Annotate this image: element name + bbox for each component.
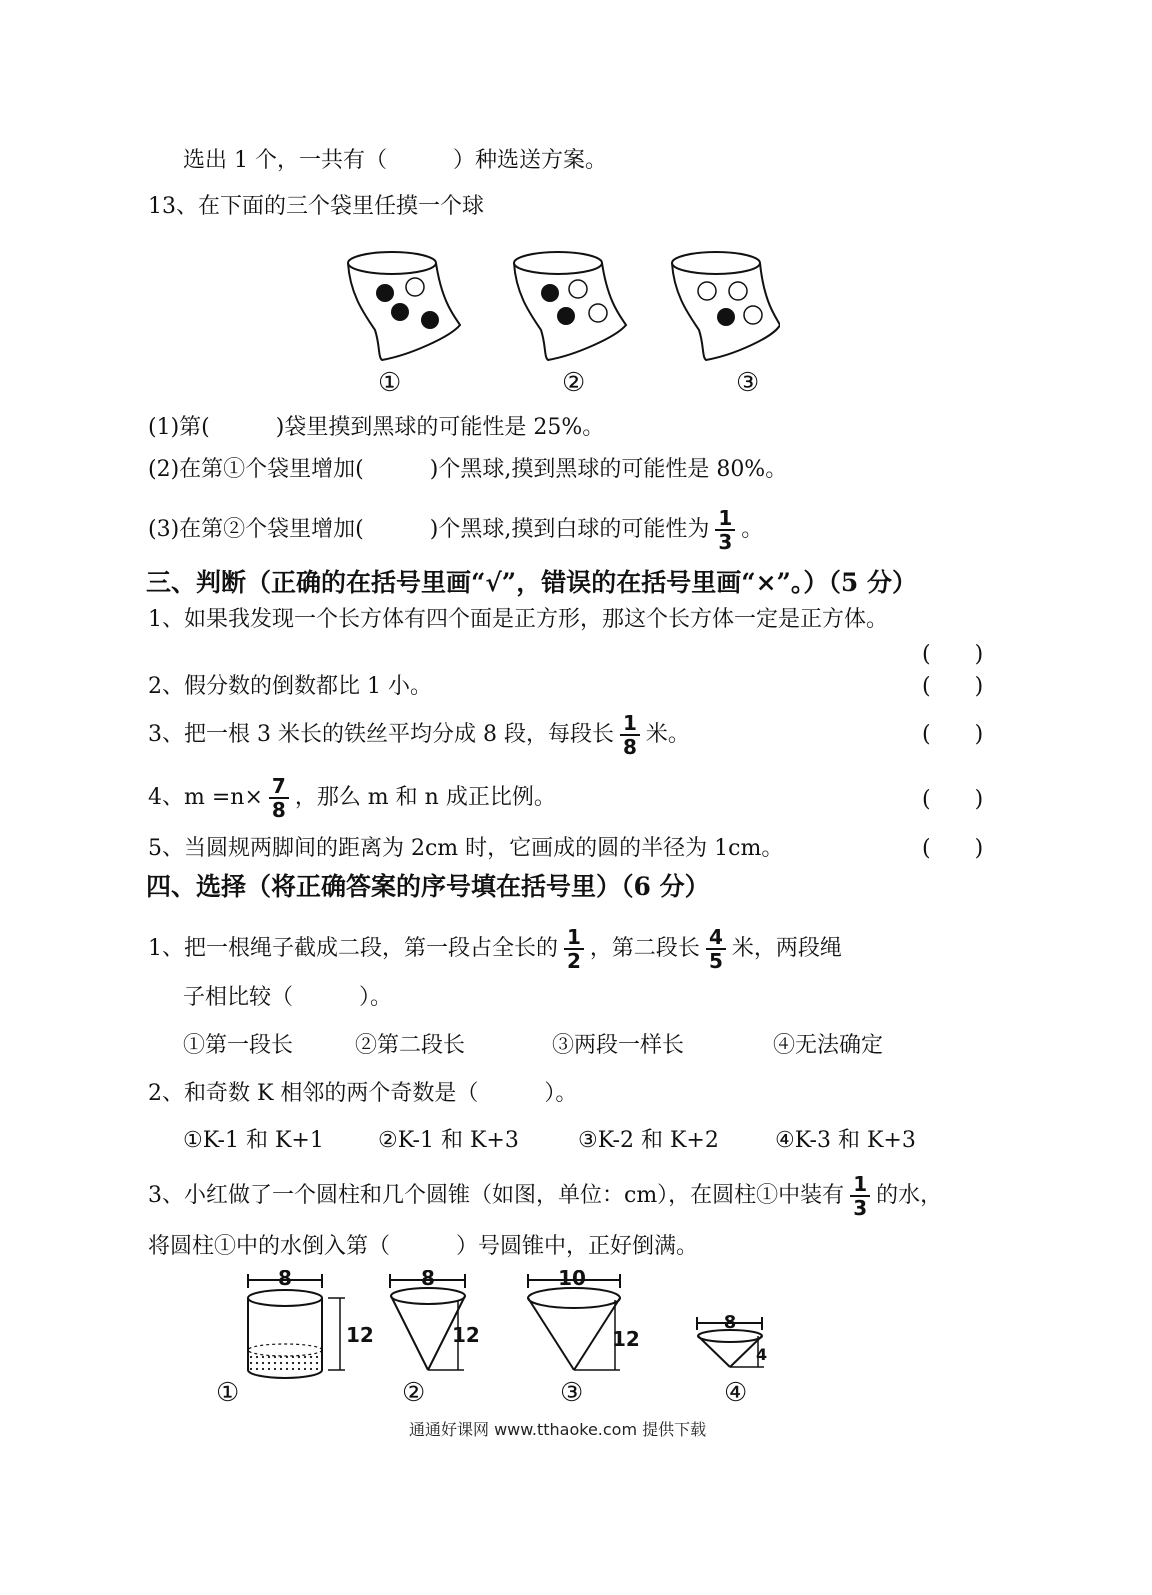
choice-q1-option-1[interactable]: ①第一段长 (183, 1033, 294, 1058)
q13-sub3-text: (3)在第②个袋里增加( )个黑球,摸到白球的可能性为 (148, 517, 710, 542)
fig-label-2: ② (402, 1378, 426, 1408)
bag-label-2: ② (562, 368, 586, 398)
cone-2-height: 12 (452, 1323, 480, 1347)
choice-q1-option-3[interactable]: ③两段一样长 (552, 1033, 685, 1058)
judge-q3-text: 3、把一根 3 米长的铁丝平均分成 8 段，每段长 (148, 722, 614, 747)
cone-4 (697, 1312, 767, 1367)
q13-sub1: (1)第( )袋里摸到黑球的可能性是 25%。 (148, 415, 605, 440)
choice-q2-option-3[interactable]: ③K-2 和 K+2 (578, 1128, 719, 1153)
cone-3-height: 12 (612, 1327, 640, 1351)
fraction-numerator: 4 (706, 926, 726, 950)
judge-q2-answer[interactable]: ( ) (922, 674, 984, 699)
choice-q2-option-2[interactable]: ②K-1 和 K+3 (378, 1128, 519, 1153)
bag-2 (514, 252, 626, 360)
choice-q3-text: 3、小红做了一个圆柱和几个圆锥（如图，单位：cm），在圆柱①中装有 (148, 1183, 845, 1208)
judge-q2: 2、假分数的倒数都比 1 小。 (148, 674, 432, 699)
judge-q1: 1、如果我发现一个长方体有四个面是正方形，那这个长方体一定是正方体。 (148, 607, 888, 632)
choice-q1-text-b: ，第二段长 (589, 936, 700, 961)
fig-label-4: ④ (724, 1378, 748, 1408)
fraction-denominator: 8 (271, 798, 286, 822)
q13-sub2: (2)在第①个袋里增加( )个黑球,摸到黑球的可能性是 80%。 (148, 457, 788, 482)
fraction-numerator: 1 (715, 507, 735, 531)
choice-q2-option-4[interactable]: ④K-3 和 K+3 (775, 1128, 916, 1153)
choice-q1-fraction-2 (706, 926, 726, 972)
cylinder-1-height: 12 (346, 1323, 374, 1347)
page-footer: 通通好课网 www.tthaoke.com 提供下载 (409, 1420, 707, 1439)
cone-4-width: 8 (723, 1312, 737, 1333)
fraction-denominator: 5 (708, 949, 723, 973)
choice-q1-line1 (148, 920, 842, 978)
bags-figure (340, 245, 780, 410)
choice-q1-fraction-1 (564, 926, 584, 972)
choice-q3-line2: 将圆柱①中的水倒入第（ ）号圆锥中，正好倒满。 (148, 1234, 699, 1259)
fraction-denominator: 8 (622, 735, 637, 759)
section-4-heading: 四、选择（将正确答案的序号填在括号里）（6 分） (146, 872, 710, 901)
bag-3 (672, 252, 780, 360)
judge-q3 (148, 707, 690, 763)
q13-sub3 (148, 502, 763, 558)
fraction-numerator: 7 (269, 775, 289, 799)
fraction-numerator: 1 (620, 712, 640, 736)
choice-q2-option-1[interactable]: ①K-1 和 K+1 (183, 1128, 324, 1153)
choice-q1-text-c: 米，两段绳 (731, 936, 842, 961)
cone-3 (528, 1270, 640, 1370)
choice-q1-option-4[interactable]: ④无法确定 (773, 1033, 884, 1058)
q13-sub3-end: 。 (741, 517, 764, 542)
cone-2-width: 8 (421, 1270, 435, 1290)
cone-3-width: 10 (558, 1270, 586, 1290)
cylinder-1 (248, 1270, 374, 1378)
fig-label-1: ① (216, 1378, 240, 1408)
judge-q4-end: ，那么 m 和 n 成正比例。 (294, 785, 556, 810)
judge-q4 (148, 770, 556, 826)
choice-q1-line2: 子相比较（ ）。 (183, 985, 393, 1010)
choice-q3-end: 的水， (876, 1183, 943, 1208)
judge-q3-fraction (620, 712, 640, 758)
fraction-numerator: 1 (564, 926, 584, 950)
choice-q3-line1 (148, 1168, 942, 1224)
cylinder-1-width: 8 (278, 1270, 292, 1290)
bag-1 (348, 252, 460, 360)
carryover-line: 选出 1 个，一共有（ ）种选送方案。 (183, 148, 607, 173)
judge-q1-answer[interactable]: ( ) (922, 642, 984, 667)
judge-q5-answer[interactable]: ( ) (922, 836, 984, 861)
bag-label-1: ① (378, 368, 402, 398)
bag-label-3: ③ (736, 368, 760, 398)
choice-q2: 2、和奇数 K 相邻的两个奇数是（ ）。 (148, 1081, 578, 1106)
choice-q1-option-2[interactable]: ②第二段长 (355, 1033, 466, 1058)
cone-2 (390, 1270, 480, 1370)
q13-sub3-fraction (715, 507, 735, 553)
judge-q3-answer[interactable]: ( ) (922, 722, 984, 747)
fraction-denominator: 3 (718, 530, 733, 554)
containers-figure (200, 1270, 800, 1410)
section-3-heading: 三、判断（正确的在括号里画“√”，错误的在括号里画“×”。）（5 分） (146, 568, 917, 597)
fraction-numerator: 1 (850, 1173, 870, 1197)
choice-q1-text-a: 1、把一根绳子截成二段，第一段占全长的 (148, 936, 558, 961)
fraction-denominator: 3 (853, 1196, 868, 1220)
judge-q3-end: 米。 (645, 722, 690, 747)
judge-q4-answer[interactable]: ( ) (922, 787, 984, 812)
judge-q4-fraction (269, 775, 289, 821)
fig-label-3: ③ (560, 1378, 584, 1408)
fraction-denominator: 2 (567, 949, 581, 973)
cone-4-height: 4 (756, 1345, 768, 1364)
choice-q3-fraction (850, 1173, 870, 1219)
question-13-title: 13、在下面的三个袋里任摸一个球 (148, 194, 484, 219)
judge-q5: 5、当圆规两脚间的距离为 2cm 时，它画成的圆的半径为 1cm。 (148, 836, 784, 861)
judge-q4-text: 4、m =n× (148, 785, 263, 810)
